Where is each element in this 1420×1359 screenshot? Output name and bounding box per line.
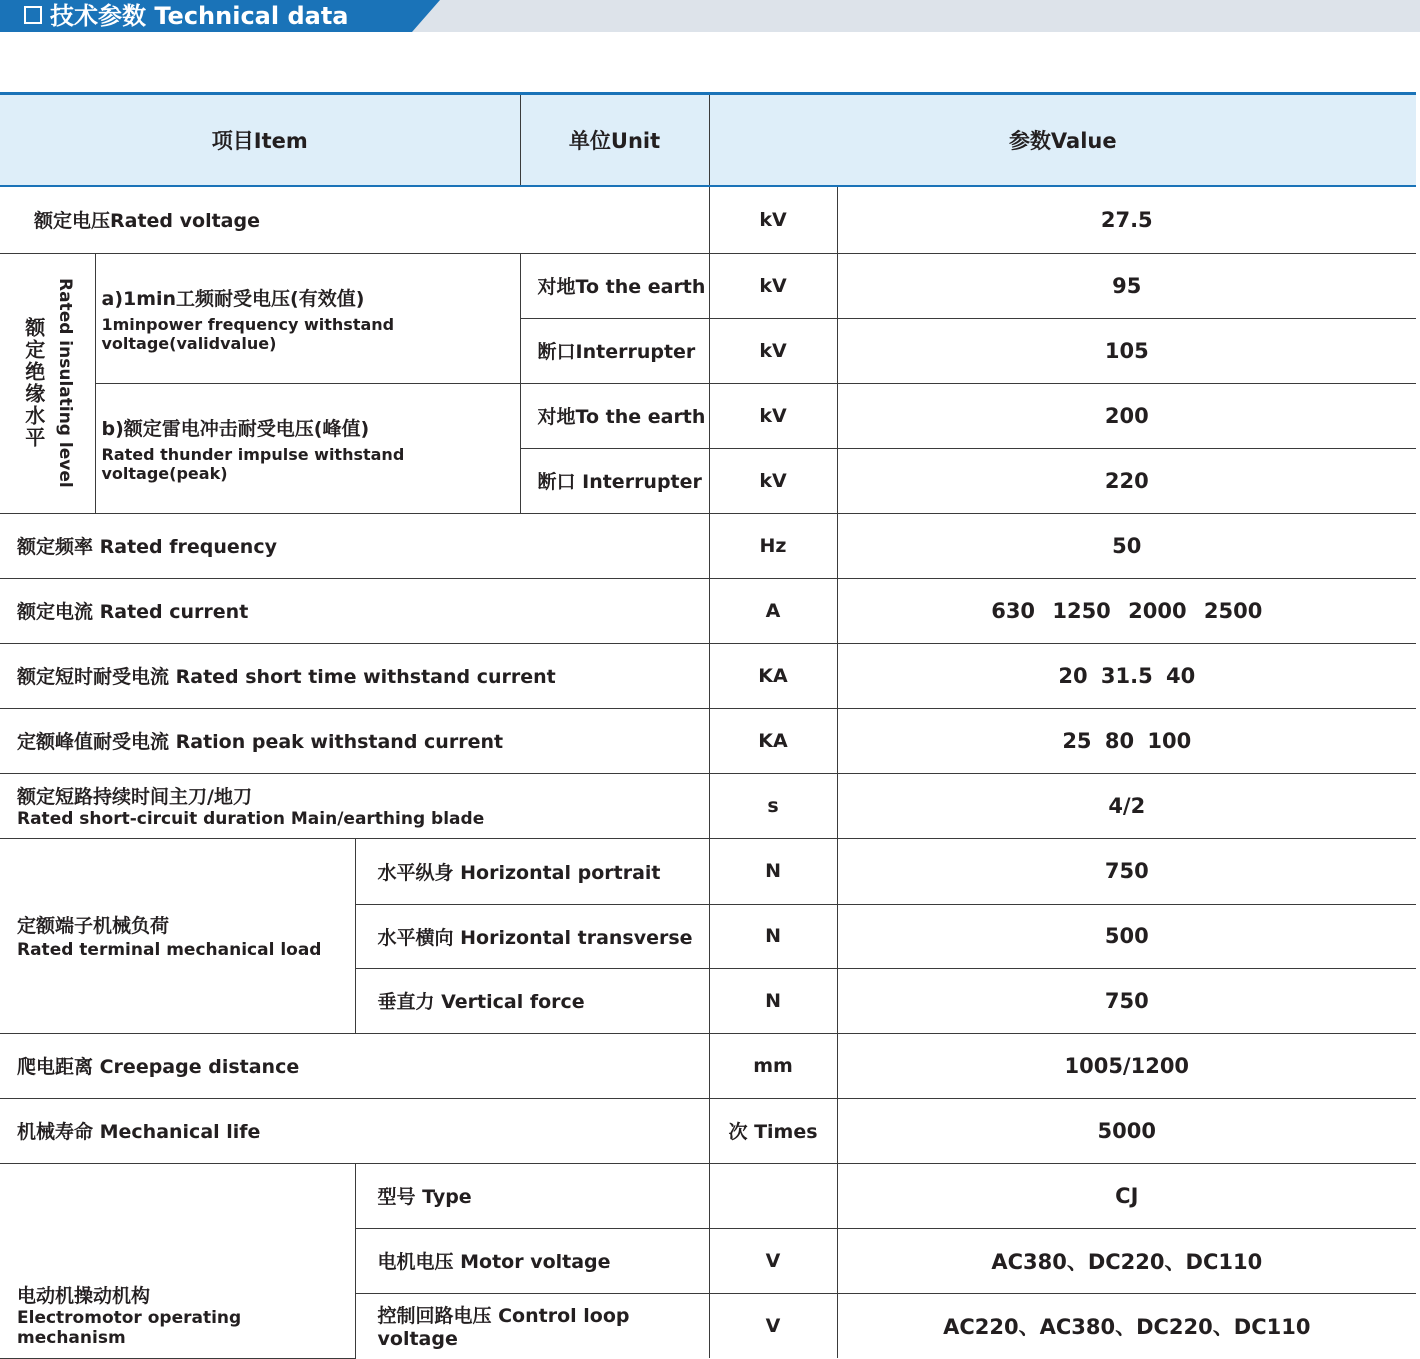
row-label: 额定短时耐受电流 Rated short time withstand current: [0, 643, 709, 708]
row-label: 机械寿命 Mechanical life: [0, 1098, 709, 1163]
row-label: 爬电距离 Creepage distance: [0, 1033, 709, 1098]
row-unit: KA: [709, 708, 837, 773]
header-value: 参数Value: [709, 94, 1416, 187]
row-value: 105: [837, 318, 1416, 383]
motor-en: Electromotor operating mechanism: [17, 1307, 242, 1348]
row-value: 25 80 100: [837, 708, 1416, 773]
row-label: 额定频率 Rated frequency: [0, 513, 709, 578]
terminal-transverse: 水平横向 Horizontal transverse: [355, 904, 709, 968]
motor-voltage: 电机电压 Motor voltage: [355, 1228, 709, 1293]
insulation-a-zh: a)1min工频耐受电压(有效值): [101, 287, 365, 310]
table-header-row: [0, 94, 1416, 187]
row-unit: KA: [709, 643, 837, 708]
terminal-portrait: 水平纵身 Horizontal portrait: [355, 838, 709, 904]
header-item: 项目Item: [0, 94, 520, 187]
table-row: [0, 1098, 1416, 1163]
technical-data-table: [0, 92, 1416, 1359]
insulation-group-en: Rated insulating level: [54, 278, 75, 488]
insulation-b-interrupter: 断口 Interrupter: [520, 448, 709, 513]
row-value: AC380、DC220、DC110: [837, 1228, 1416, 1293]
row-unit: kV: [709, 186, 837, 253]
row-value: AC220、AC380、DC220、DC110: [837, 1293, 1416, 1358]
motor-zh: 电动机操动机构: [17, 1284, 151, 1307]
row-value: 27.5: [837, 186, 1416, 253]
row-value: 95: [837, 253, 1416, 318]
table-row: [0, 643, 1416, 708]
table-row: [0, 1163, 1416, 1228]
row-unit: N: [709, 904, 837, 968]
row-value: 4/2: [837, 773, 1416, 838]
terminal-load-label: [0, 838, 355, 1033]
row-unit: N: [709, 968, 837, 1033]
row-value: 5000: [837, 1098, 1416, 1163]
table-row: [0, 1033, 1416, 1098]
short-circuit-en: Rated short-circuit duration Main/earthing blade: [17, 809, 485, 829]
insulation-group-zh: 额定绝缘水平: [21, 316, 46, 449]
section-banner: [0, 0, 1420, 32]
terminal-load-zh: 定额端子机械负荷: [17, 915, 170, 937]
row-unit: kV: [709, 318, 837, 383]
table-row: [0, 578, 1416, 643]
motor-control: 控制回路电压 Control loop voltage: [355, 1293, 709, 1358]
insulation-group-label: [0, 253, 95, 513]
insulation-b-label: [95, 383, 520, 513]
row-value: 50: [837, 513, 1416, 578]
row-value: 220: [837, 448, 1416, 513]
row-unit: Hz: [709, 513, 837, 578]
row-value: 630 1250 2000 2500: [837, 578, 1416, 643]
motor-label: [0, 1163, 355, 1358]
row-unit: V: [709, 1228, 837, 1293]
table-row: [0, 253, 1416, 318]
terminal-load-en: Rated terminal mechanical load: [17, 940, 322, 960]
row-value: 750: [837, 838, 1416, 904]
motor-type: 型号 Type: [355, 1163, 709, 1228]
row-label: 定额峰值耐受电流 Ration peak withstand current: [0, 708, 709, 773]
row-unit: V: [709, 1293, 837, 1358]
insulation-b-en: Rated thunder impulse withstand voltage(peak): [101, 444, 405, 483]
row-unit: A: [709, 578, 837, 643]
row-unit: N: [709, 838, 837, 904]
insulation-a-earth: 对地To the earth: [520, 253, 709, 318]
row-label: 额定电流 Rated current: [0, 578, 709, 643]
terminal-vertical: 垂直力 Vertical force: [355, 968, 709, 1033]
row-value: 20 31.5 40: [837, 643, 1416, 708]
row-unit: kV: [709, 253, 837, 318]
row-value: 1005/1200: [837, 1033, 1416, 1098]
row-value: 200: [837, 383, 1416, 448]
row-value: CJ: [837, 1163, 1416, 1228]
row-unit: s: [709, 773, 837, 838]
table-row: [0, 513, 1416, 578]
row-label: [0, 773, 709, 838]
table-row: [0, 773, 1416, 838]
row-value: 750: [837, 968, 1416, 1033]
section-title: 技术参数 Technical data: [50, 2, 349, 30]
insulation-b-earth: 对地To the earth: [520, 383, 709, 448]
row-unit: 次 Times: [709, 1098, 837, 1163]
table-row: [0, 838, 1416, 904]
insulation-a-label: [95, 253, 520, 383]
row-unit: mm: [709, 1033, 837, 1098]
row-unit: kV: [709, 383, 837, 448]
table-row: [0, 383, 1416, 448]
header-unit: 单位Unit: [520, 94, 709, 187]
table-row: [0, 186, 1416, 253]
row-unit: [709, 1163, 837, 1228]
short-circuit-zh: 额定短路持续时间主刀/地刀: [17, 786, 252, 808]
insulation-a-interrupter: 断口Interrupter: [520, 318, 709, 383]
insulation-a-en: 1minpower frequency withstand voltage(validvalue): [101, 314, 395, 353]
insulation-b-zh: b)额定雷电冲击耐受电压(峰值): [101, 417, 370, 440]
table-row: [0, 708, 1416, 773]
row-label: 额定电压Rated voltage: [0, 186, 709, 253]
row-unit: kV: [709, 448, 837, 513]
row-value: 500: [837, 904, 1416, 968]
